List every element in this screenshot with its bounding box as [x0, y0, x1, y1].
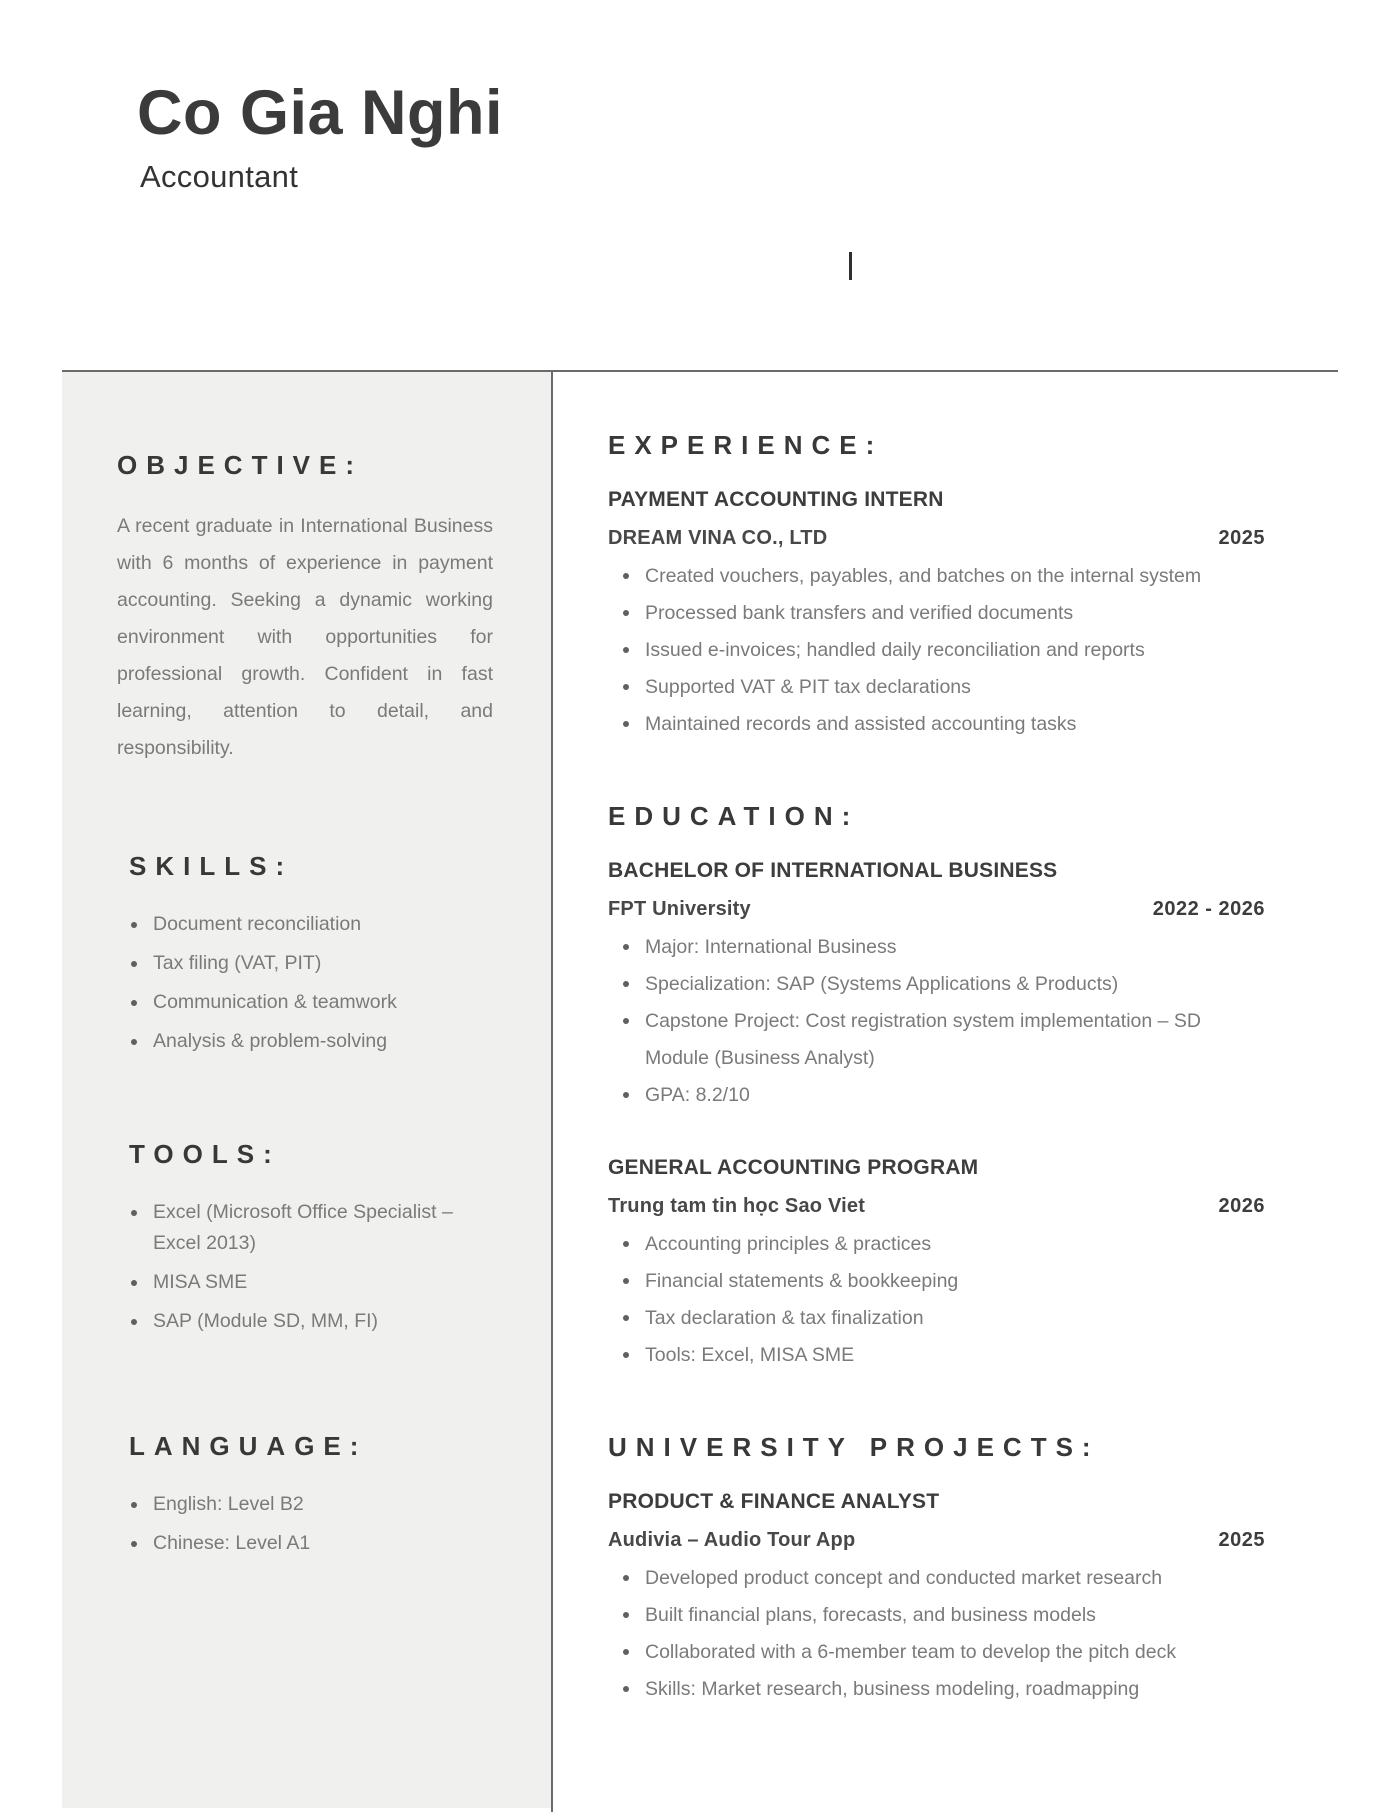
- section-skills: [117, 849, 493, 1057]
- bullet-dot: [623, 1686, 629, 1692]
- list-item: [608, 1300, 1265, 1337]
- education-bullet: Tools: Excel, MISA SME: [645, 1344, 855, 1366]
- list-item: [608, 1560, 1265, 1597]
- education-bullet: Specialization: SAP (Systems Applications & Products): [645, 973, 1119, 995]
- entry-date: 2026: [1218, 1195, 1265, 1217]
- education-bullet: GPA: 8.2/10: [645, 1084, 750, 1106]
- projects-heading: UNIVERSITY PROJECTS:: [608, 1432, 1100, 1462]
- list-item: [608, 1337, 1265, 1374]
- objective-paragraph: A recent graduate in International Business with 6 months of experience in payment accounting. Seeking a dynamic working environment with opportunities for professional growth. Confident in fast learning, attention to detail, and responsibility.: [117, 515, 493, 759]
- text-cursor-caret[interactable]: [849, 252, 852, 280]
- language-heading: LANGUAGE:: [129, 1431, 368, 1461]
- bullet-dot: [623, 1278, 629, 1284]
- entry-date: 2025: [1218, 527, 1265, 549]
- bullet-dot: [623, 1315, 629, 1321]
- bullet-dot: [623, 1649, 629, 1655]
- list-item: [117, 1306, 493, 1337]
- bullet-dot: [623, 721, 629, 727]
- list-item: [117, 1489, 493, 1520]
- education-bullet: Major: International Business: [645, 936, 897, 958]
- bullet-dot: [623, 1575, 629, 1581]
- bullet-dot: [623, 981, 629, 987]
- experience-bullet: Maintained records and assisted accounting tasks: [645, 713, 1077, 735]
- list-item: [117, 1197, 493, 1259]
- section-experience: [608, 428, 1265, 743]
- entry-organization: Audivia – Audio Tour App: [608, 1529, 856, 1551]
- list-item: [117, 1267, 493, 1298]
- list-item: [608, 1077, 1265, 1114]
- entry-org-line: [608, 895, 1265, 923]
- entry-role: PRODUCT & FINANCE ANALYST: [608, 1490, 940, 1513]
- section-objective: [117, 448, 493, 767]
- section-education: [608, 799, 1265, 1374]
- bullet-dot: [623, 1352, 629, 1358]
- project-bullet: Collaborated with a 6-member team to develop the pitch deck: [645, 1641, 1177, 1663]
- skill-item: Analysis & problem-solving: [153, 1030, 388, 1052]
- entry-organization: DREAM VINA CO., LTD: [608, 527, 828, 549]
- list-item: [608, 632, 1265, 669]
- experience-bullet: Processed bank transfers and verified documents: [645, 602, 1074, 624]
- education-heading: EDUCATION:: [608, 801, 860, 831]
- entry-org-line: [608, 1526, 1265, 1554]
- bullet-dot: [131, 1502, 137, 1508]
- experience-bullet: Supported VAT & PIT tax declarations: [645, 676, 971, 698]
- bullet-dot: [131, 1280, 137, 1286]
- list-item: [608, 929, 1265, 966]
- person-job-title: Accountant: [140, 159, 299, 194]
- education-bullet: Tax declaration & tax finalization: [645, 1307, 924, 1329]
- bullet-dot: [623, 944, 629, 950]
- education-entry: [608, 857, 1265, 1114]
- objective-heading: OBJECTIVE:: [117, 450, 364, 480]
- language-item: English: Level B2: [153, 1493, 304, 1515]
- project-bullet: Developed product concept and conducted market research: [645, 1567, 1163, 1589]
- bullet-dot: [623, 1092, 629, 1098]
- list-item: [608, 558, 1265, 595]
- list-item: [608, 1226, 1265, 1263]
- list-item: [608, 1671, 1265, 1708]
- entry-org-line: [608, 524, 1265, 552]
- bullet-dot: [623, 1018, 629, 1024]
- skill-item: Tax filing (VAT, PIT): [153, 952, 322, 974]
- list-item: [608, 1263, 1265, 1300]
- section-university-projects: [608, 1430, 1265, 1708]
- bullet-dot: [131, 1541, 137, 1547]
- education-bullet: Financial statements & bookkeeping: [645, 1270, 959, 1292]
- list-item: [608, 595, 1265, 632]
- language-item: Chinese: Level A1: [153, 1532, 311, 1554]
- section-language: [117, 1429, 493, 1559]
- project-entry: [608, 1488, 1265, 1708]
- entry-role: GENERAL ACCOUNTING PROGRAM: [608, 1156, 979, 1179]
- skills-heading: SKILLS:: [129, 851, 294, 881]
- tool-item: Excel (Microsoft Office Specialist – Excel 2013): [153, 1201, 453, 1254]
- bullet-dot: [623, 1612, 629, 1618]
- entry-role: BACHELOR OF INTERNATIONAL BUSINESS: [608, 859, 1058, 882]
- entry-date: 2022 - 2026: [1152, 898, 1265, 920]
- list-item: [608, 706, 1265, 743]
- main-column: [553, 372, 1338, 1764]
- entry-role: PAYMENT ACCOUNTING INTERN: [608, 488, 944, 511]
- bullet-dot: [623, 647, 629, 653]
- list-item: [117, 1026, 493, 1057]
- bullet-dot: [131, 1210, 137, 1216]
- list-item: [608, 1597, 1265, 1634]
- experience-entry: [608, 486, 1265, 743]
- entry-date: 2025: [1218, 1529, 1265, 1551]
- list-item: [608, 1634, 1265, 1671]
- tool-item: SAP (Module SD, MM, FI): [153, 1310, 379, 1332]
- section-tools: [117, 1137, 493, 1337]
- person-name: Co Gia Nghi: [137, 78, 503, 148]
- entry-org-line: [608, 1192, 1265, 1220]
- entry-organization: FPT University: [608, 898, 751, 920]
- project-bullet: Skills: Market research, business modeling, roadmapping: [645, 1678, 1140, 1700]
- entry-organization: Trung tam tin học Sao Viet: [608, 1195, 866, 1217]
- bullet-dot: [131, 961, 137, 967]
- bullet-dot: [131, 1000, 137, 1006]
- project-bullet: Built financial plans, forecasts, and business models: [645, 1604, 1096, 1626]
- education-bullet: Capstone Project: Cost registration system implementation – SD Module (Business Analyst): [645, 1010, 1201, 1069]
- list-item: [608, 1003, 1265, 1077]
- bullet-dot: [623, 573, 629, 579]
- experience-heading: EXPERIENCE:: [608, 430, 884, 460]
- bullet-dot: [623, 684, 629, 690]
- list-item: [117, 909, 493, 940]
- bullet-dot: [623, 1241, 629, 1247]
- list-item: [117, 948, 493, 979]
- experience-bullet: Issued e-invoices; handled daily reconciliation and reports: [645, 639, 1145, 661]
- list-item: [117, 1528, 493, 1559]
- sidebar: [62, 372, 551, 1808]
- bullet-dot: [131, 1039, 137, 1045]
- list-item: [608, 669, 1265, 706]
- experience-bullet: Created vouchers, payables, and batches on the internal system: [645, 565, 1202, 587]
- list-item: [608, 966, 1265, 1003]
- bullet-dot: [623, 610, 629, 616]
- skill-item: Communication & teamwork: [153, 991, 397, 1013]
- tools-heading: TOOLS:: [129, 1139, 281, 1169]
- education-entry: [608, 1154, 1265, 1374]
- bullet-dot: [131, 922, 137, 928]
- tool-item: MISA SME: [153, 1271, 248, 1293]
- bullet-dot: [131, 1319, 137, 1325]
- skill-item: Document reconciliation: [153, 913, 362, 935]
- list-item: [117, 987, 493, 1018]
- education-bullet: Accounting principles & practices: [645, 1233, 932, 1255]
